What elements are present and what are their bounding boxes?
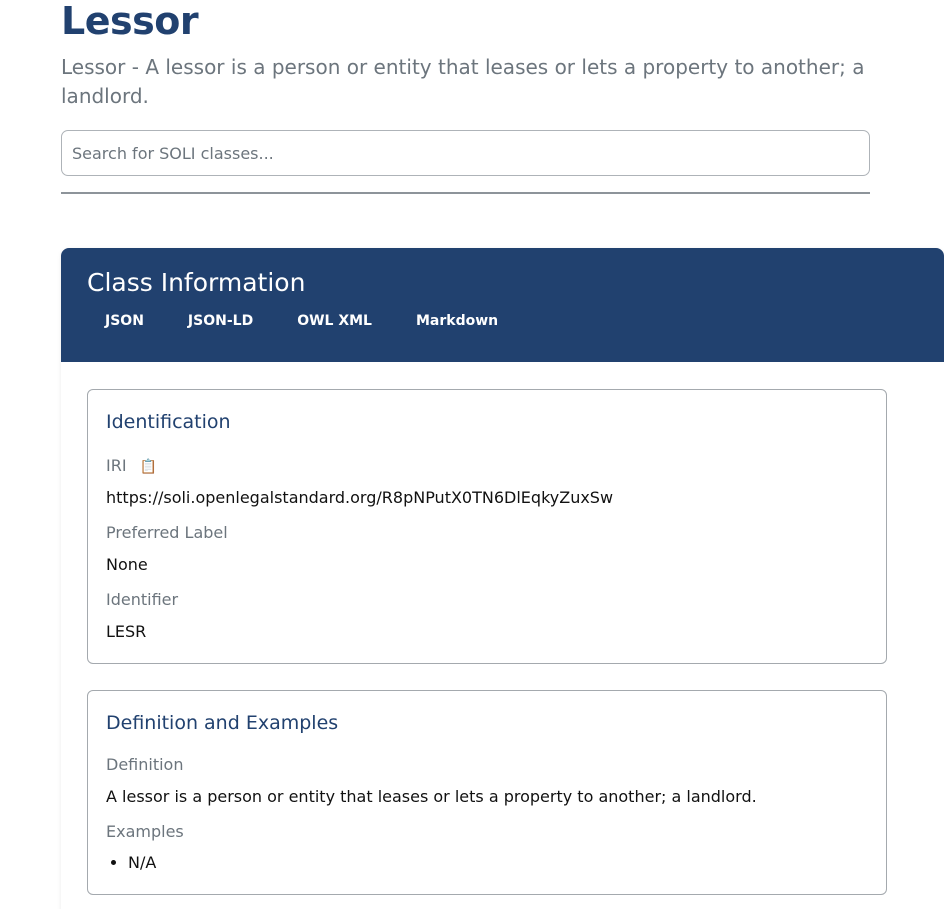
identification-section [87, 389, 887, 664]
page-subtitle: Lessor - A lessor is a person or entity that leases or lets a property to another; a landlord. [61, 55, 865, 108]
preferred-label-label: Preferred Label [106, 523, 228, 542]
divider [61, 192, 870, 194]
identifier-value: LESR [106, 622, 147, 641]
tab-markdown[interactable]: Markdown [415, 313, 499, 329]
search-input[interactable] [61, 130, 870, 176]
class-information-card [61, 248, 944, 909]
definition-section [87, 690, 887, 895]
page-title: Lessor [61, 0, 199, 43]
examples-list [106, 852, 868, 874]
identification-title: Identification [106, 411, 231, 433]
tab-json-ld[interactable]: JSON-LD [187, 313, 254, 329]
iri-label-row [106, 455, 868, 477]
preferred-label-value: None [106, 555, 148, 574]
card-header [61, 248, 944, 362]
identifier-label: Identifier [106, 590, 179, 609]
examples-label: Examples [106, 822, 184, 841]
card-title: Class Information [87, 268, 306, 297]
iri-value: https://soli.openlegalstandard.org/R8pNPutX0TN6DlEqkyZuxSw [106, 488, 614, 507]
format-tabs [87, 311, 918, 331]
tab-json[interactable]: JSON [105, 313, 144, 329]
list-item: • N/A [128, 852, 868, 874]
iri-label: IRI [106, 456, 127, 475]
tab-owl-xml[interactable]: OWL XML [297, 313, 372, 329]
definition-title: Definition and Examples [106, 712, 339, 734]
clipboard-icon[interactable]: 📋 [139, 458, 157, 474]
card-body [61, 362, 944, 895]
definition-value: A lessor is a person or entity that leases or lets a property to another; a landlord. [106, 787, 757, 806]
page-header [61, 0, 870, 194]
definition-label: Definition [106, 755, 184, 774]
